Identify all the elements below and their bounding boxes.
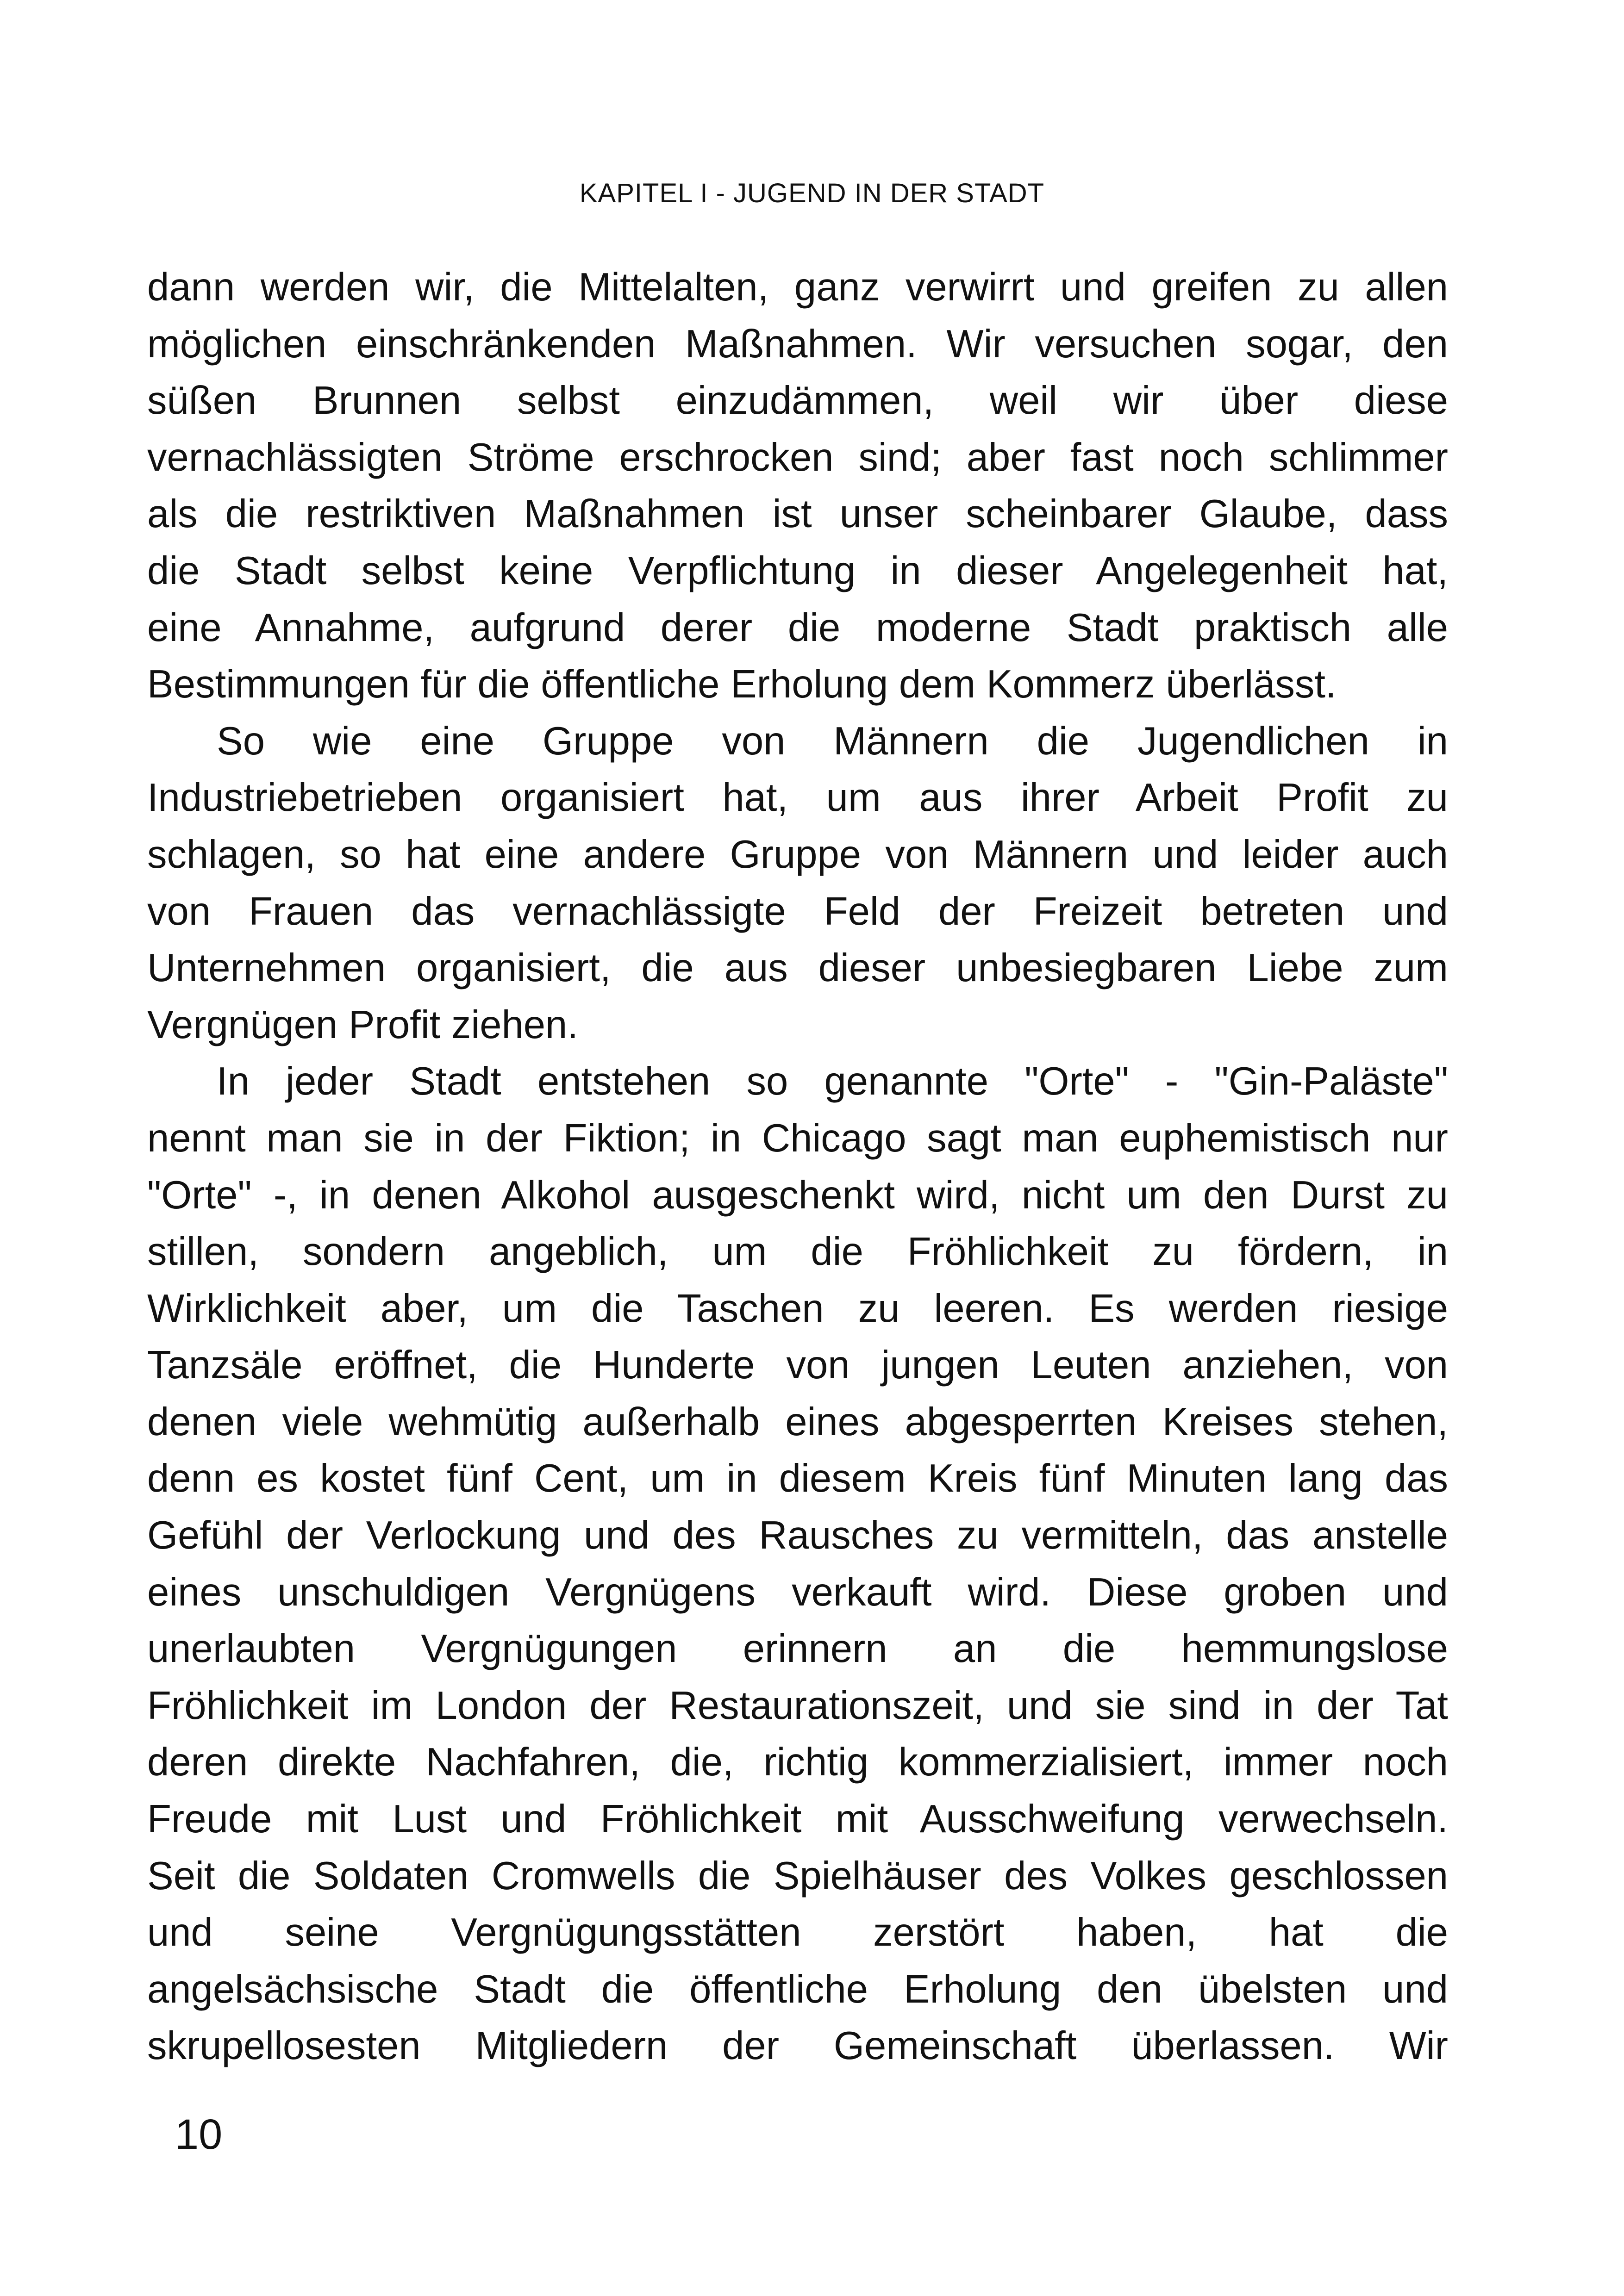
text-line: So wie eine Gruppe von Männern die Jugendlichen in [217,719,1448,763]
text-line: Wirklichkeit aber, um die Taschen zu leeren. Es werden riesige [147,1286,1448,1331]
text-line: eine Annahme, aufgrund derer die moderne Stadt praktisch alle [147,605,1448,650]
body-text [147,259,1448,2075]
text-line: nennt man sie in der Fiktion; in Chicago sagt man euphemistisch nur [147,1116,1448,1160]
text-line: Unternehmen organisiert, die aus dieser unbesiegbaren Liebe zum [147,946,1448,990]
text-line: In jeder Stadt entstehen so genannte "Orte" - "Gin-Paläste" [217,1059,1448,1104]
text-line: "Orte" -, in denen Alkohol ausgeschenkt wird, nicht um den Durst zu [147,1173,1448,1217]
text-line: Bestimmungen für die öffentliche Erholung dem Kommerz überlässt. [147,662,1337,707]
text-line: vernachlässigten Ströme erschrocken sind; aber fast noch schlimmer [147,435,1448,479]
text-line: unerlaubten Vergnügungen erinnern an die hemmungslose [147,1627,1448,1671]
text-line: stillen, sondern angeblich, um die Fröhlichkeit zu fördern, in [147,1230,1448,1274]
text-line: schlagen, so hat eine andere Gruppe von Männern und leider auch [147,832,1448,877]
text-line: süßen Brunnen selbst einzudämmen, weil wir über diese [147,379,1448,423]
text-line: Vergnügen Profit ziehen. [147,1002,578,1047]
text-line: skrupellosesten Mitgliedern der Gemeinschaft überlassen. Wir [147,2024,1448,2068]
text-line: denen viele wehmütig außerhalb eines abgesperrten Kreises stehen, [147,1400,1448,1444]
text-line: Gefühl der Verlockung und des Rausches zu vermitteln, das anstelle [147,1513,1448,1558]
text-line: dann werden wir, die Mittelalten, ganz verwirrt und greifen zu allen [147,265,1448,309]
text-line: denn es kostet fünf Cent, um in diesem Kreis fünf Minuten lang das [147,1456,1448,1501]
text-line: möglichen einschränkenden Maßnahmen. Wir versuchen sogar, den [147,322,1448,366]
page-number: 10 [175,2111,223,2158]
text-line: Industriebetrieben organisiert hat, um aus ihrer Arbeit Profit zu [147,776,1448,820]
text-line: angelsächsische Stadt die öffentliche Erholung den übelsten und [147,1967,1448,2011]
text-line: die Stadt selbst keine Verpflichtung in dieser Angelegenheit hat, [147,548,1448,593]
text-line: Freude mit Lust und Fröhlichkeit mit Ausschweifung verwechseln. [147,1797,1448,1842]
text-line: Fröhlichkeit im London der Restaurationszeit, und sie sind in der Tat [147,1683,1448,1728]
text-line: eines unschuldigen Vergnügens verkauft wird. Diese groben und [147,1570,1448,1614]
text-line: und seine Vergnügungsstätten zerstört haben, hat die [147,1910,1448,1955]
running-header: KAPITEL I - JUGEND IN DER STADT [579,178,1045,208]
text-line: als die restriktiven Maßnahmen ist unser scheinbarer Glaube, dass [147,492,1448,536]
text-line: Tanzsäle eröffnet, die Hunderte von jungen Leuten anziehen, von [147,1343,1448,1388]
text-line: deren direkte Nachfahren, die, richtig kommerzialisiert, immer noch [147,1740,1448,1785]
text-line: Seit die Soldaten Cromwells die Spielhäuser des Volkes geschlossen [147,1854,1448,1898]
text-line: von Frauen das vernachlässigte Feld der Freizeit betreten und [147,889,1448,933]
